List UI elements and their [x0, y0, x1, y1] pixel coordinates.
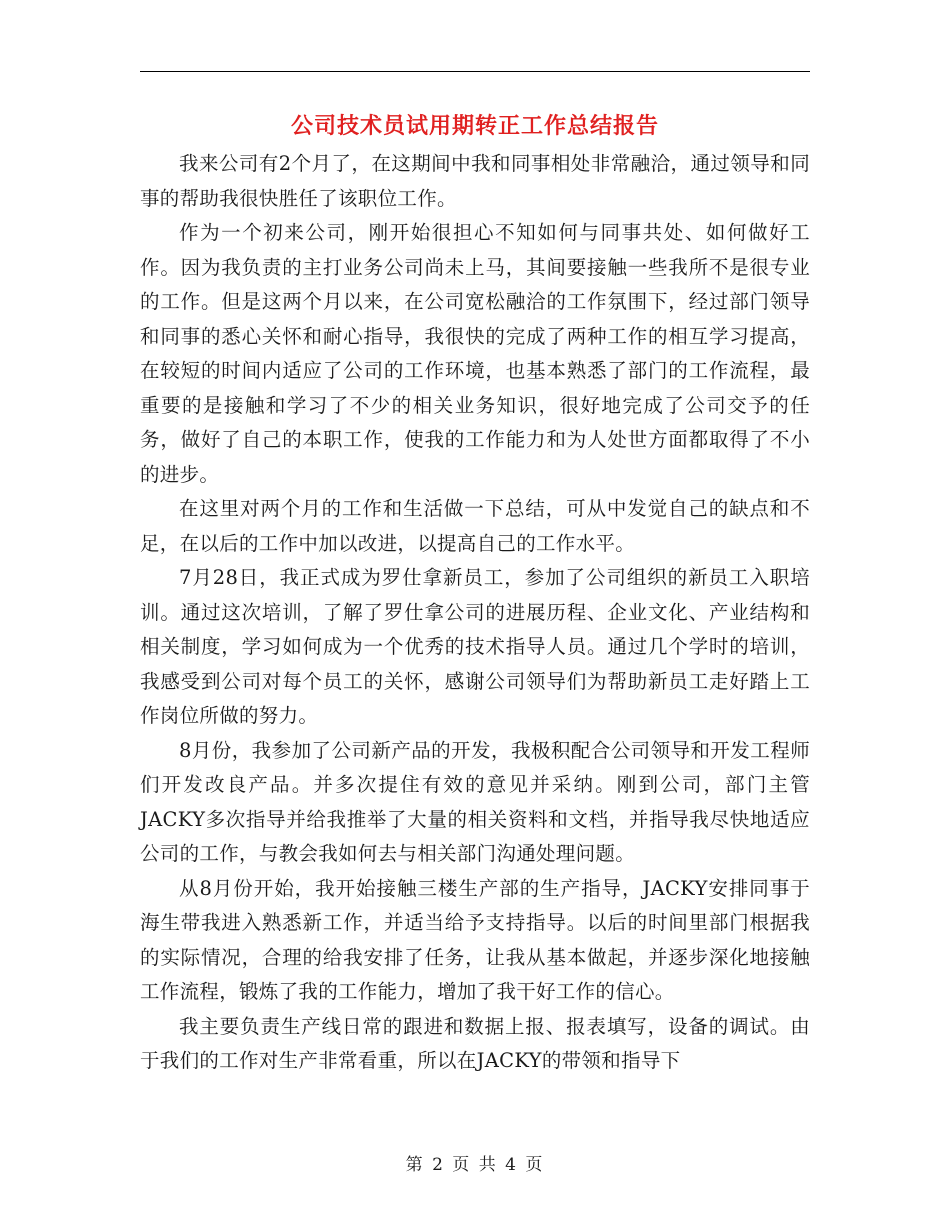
paragraph-7: 我主要负责生产线日常的跟进和数据上报、报表填写，设备的调试。由于我们的工作对生产非常看重，所以在JACKY的带领和指导下 — [140, 1014, 810, 1072]
paragraph-6: 从8月份开始，我开始接触三楼生产部的生产指导，JACKY安排同事于海生带我进入熟悉新工作，并适当给予支持指导。以后的时间里部门根据我的实际情况，合理的给我安排了任务，让我从基本做起，并逐步深化地接触工作流程，锻炼了我的工作能力，增加了我干好工作的信心。 — [140, 876, 810, 1003]
header-rule — [140, 71, 810, 72]
paragraph-3: 在这里对两个月的工作和生活做一下总结，可从中发觉自己的缺点和不足，在以后的工作中加以改进，以提高自己的工作水平。 — [140, 497, 810, 555]
paragraph-1: 我来公司有2个月了，在这期间中我和同事相处非常融洽，通过领导和同事的帮助我很快胜任了该职位工作。 — [140, 152, 810, 210]
paragraph-2: 作为一个初来公司，刚开始很担心不知如何与同事共处、如何做好工作。因为我负责的主打业务公司尚未上马，其间要接触一些我所不是很专业的工作。但是这两个月以来，在公司宽松融洽的工作氛围下，经过部门领导和同事的悉心关怀和耐心指导，我很快的完成了两种工作的相互学习提高，在较短的时间内适应了公司的工作环境，也基本熟悉了部门的工作流程，最重要的是接触和学习了不少的相关业务知识，很好地完成了公司交予的任务，做好了自己的本职工作，使我的工作能力和为人处世方面都取得了不小的进步。 — [140, 221, 810, 486]
page-number-footer: 第 2 页 共 4 页 — [405, 1155, 545, 1175]
paragraph-4: 7月28日，我正式成为罗仕拿新员工，参加了公司组织的新员工入职培训。通过这次培训，了解了罗仕拿公司的进展历程、企业文化、产业结构和相关制度，学习如何成为一个优秀的技术指导人员。通过几个学时的培训，我感受到公司对每个员工的关怀，感谢公司领导们为帮助新员工走好踏上工作岗位所做的努力。 — [140, 566, 810, 727]
document-body — [140, 147, 810, 1079]
paragraph-5: 8月份，我参加了公司新产品的开发，我极积配合公司领导和开发工程师们开发改良产品。并多次提住有效的意见并采纳。刚到公司，部门主管JACKY多次指导并给我推举了大量的相关资料和文档，并指导我尽快地适应公司的工作，与教会我如何去与相关部门沟通处理问题。 — [140, 738, 810, 865]
document-title: 公司技术员试用期转正工作总结报告 — [290, 113, 659, 139]
